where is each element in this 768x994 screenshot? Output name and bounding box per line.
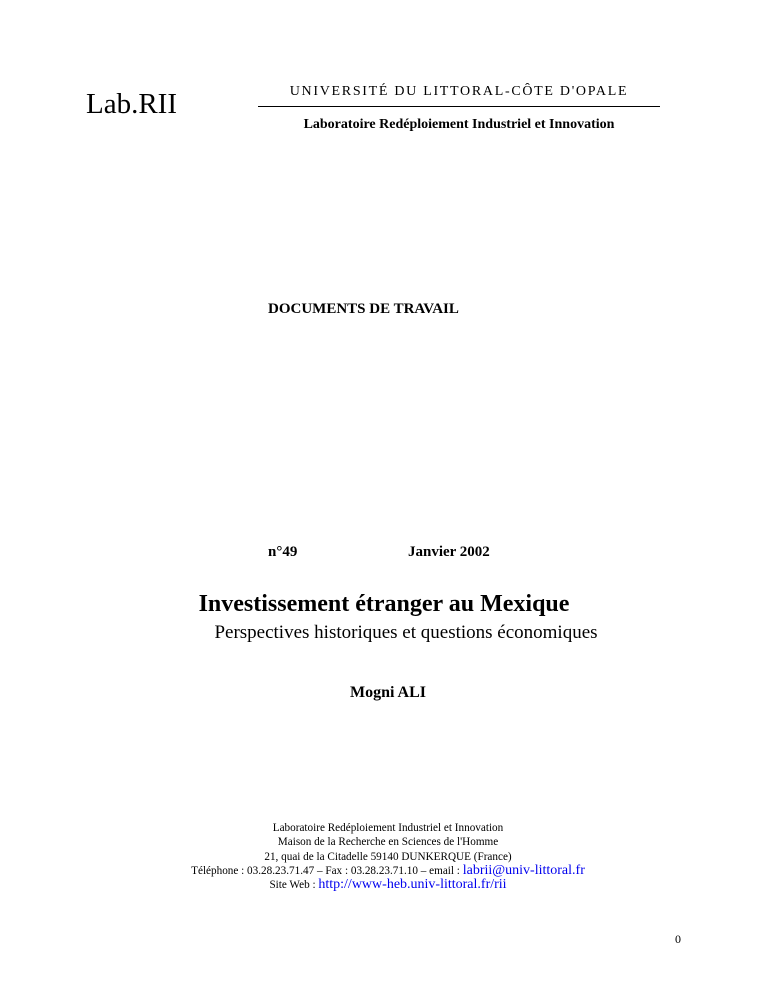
contact-block: [0, 821, 768, 892]
website-link[interactable]: http://www-heb.univ-littoral.fr/rii: [318, 877, 507, 893]
contact-phone-row: [8, 864, 768, 878]
document-subtitle: Perspectives historiques et questions économiques: [214, 622, 598, 643]
laboratory-name: Laboratoire Redéploiement Industriel et Innovation: [303, 117, 615, 132]
university-name: UNIVERSITÉ DU LITTORAL-CÔTE D'OPALE: [289, 84, 629, 99]
email-link[interactable]: labrii@univ-littoral.fr: [462, 862, 585, 878]
document-series: DOCUMENTS DE TRAVAIL: [268, 301, 459, 317]
header-divider: [258, 106, 660, 107]
contact-web-row: [8, 878, 768, 892]
document-title: Investissement étranger au Mexique: [198, 591, 570, 617]
contact-phone-fax: Téléphone : 03.28.23.71.47 – Fax : 03.28.23.71.10 – email :: [191, 864, 463, 877]
web-label: Site Web :: [269, 879, 319, 892]
lab-logo: Lab.RII: [86, 88, 177, 120]
page-number: 0: [675, 932, 681, 946]
document-date: Janvier 2002: [408, 544, 490, 560]
author-name: Mogni ALI: [349, 684, 426, 701]
contact-institution: Maison de la Recherche en Sciences de l'Homme: [277, 836, 499, 849]
document-number: n°49: [268, 544, 298, 560]
contact-address: 21, quai de la Citadelle 59140 DUNKERQUE (France): [264, 850, 512, 863]
contact-lab: Laboratoire Redéploiement Industriel et Innovation: [272, 822, 504, 834]
